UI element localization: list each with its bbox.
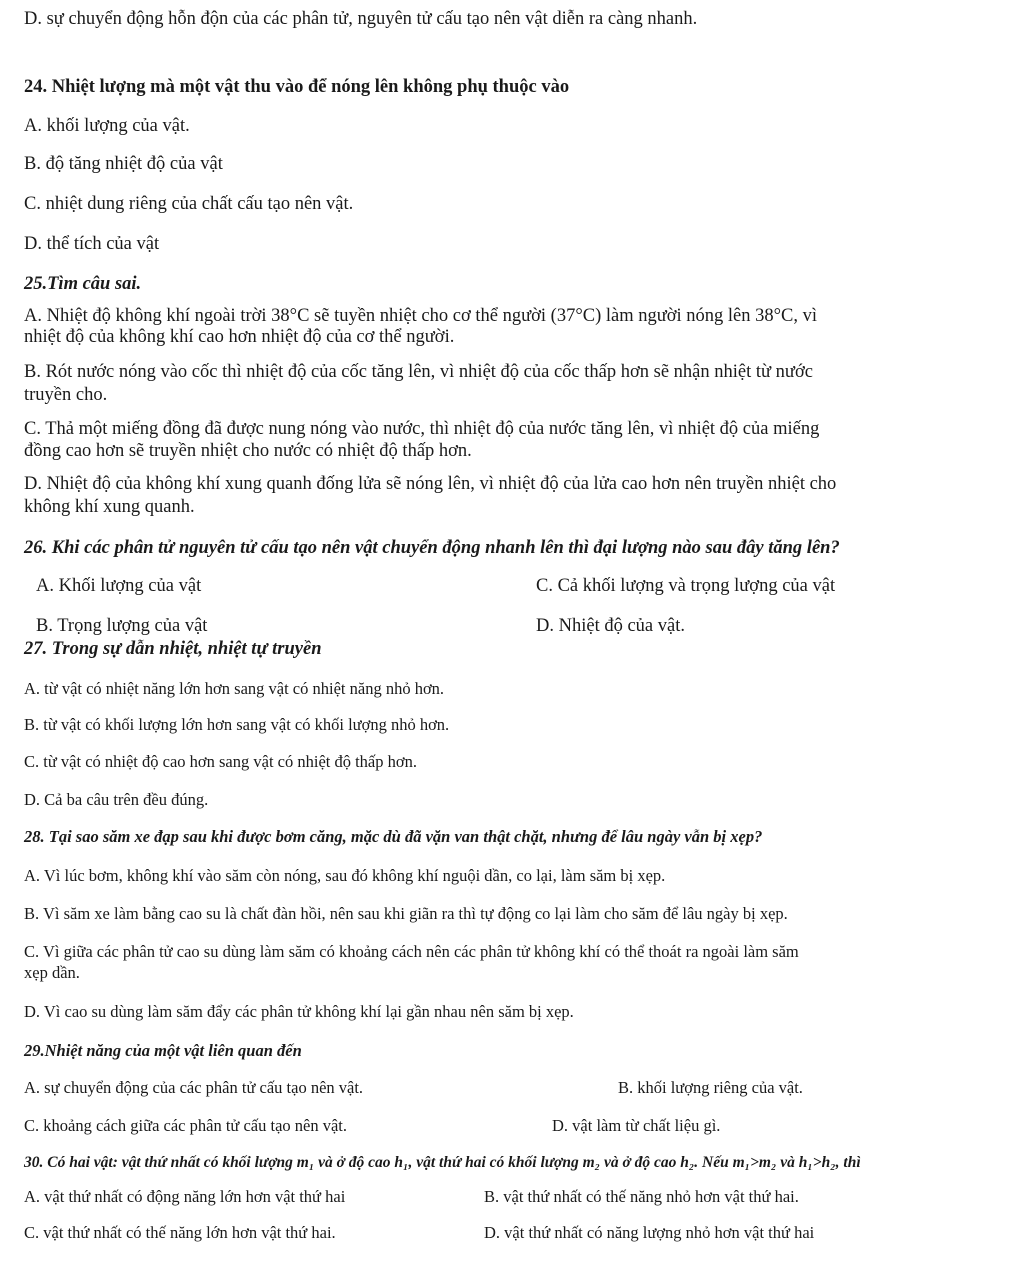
q30-option-c: C. vật thứ nhất có thế năng lớn hơn vật thứ hai.: [24, 1223, 336, 1242]
q25-option-d-line2: không khí xung quanh.: [24, 497, 195, 517]
q25-option-d-line1: D. Nhiệt độ của không khí xung quanh đống lửa sẽ nóng lên, vì nhiệt độ của lửa cao hơn nên truyền nhiệt cho: [24, 474, 837, 494]
q27-option-a: A. từ vật có nhiệt năng lớn hơn sang vật có nhiệt năng nhỏ hơn.: [24, 679, 445, 698]
q27-option-d: D. Cả ba câu trên đều đúng.: [24, 790, 209, 809]
q30-option-d: D. vật thứ nhất có năng lượng nhỏ hơn vật thứ hai: [484, 1223, 815, 1242]
q27-option-c: C. từ vật có nhiệt độ cao hơn sang vật có nhiệt độ thấp hơn.: [24, 752, 417, 771]
q26-stem: 26. Khi các phân tử nguyên tử cấu tạo nên vật chuyển động nhanh lên thì đại lượng nào sau đây tăng lên?: [24, 538, 840, 558]
q24-stem: 24. Nhiệt lượng mà một vật thu vào để nóng lên không phụ thuộc vào: [24, 77, 570, 97]
q29-option-c: C. khoảng cách giữa các phân tử cấu tạo nên vật.: [24, 1116, 348, 1135]
q30-option-a: A. vật thứ nhất có động năng lớn hơn vật thứ hai: [24, 1187, 346, 1206]
q28-option-d: D. Vì cao su dùng làm săm đẩy các phân tử không khí lại gần nhau nên săm bị xẹp.: [24, 1002, 574, 1021]
q28-stem: 28. Tại sao săm xe đạp sau khi được bơm căng, mặc dù đã vặn van thật chặt, nhưng để lâu ngày vẫn bị xẹp?: [24, 827, 763, 846]
q25-option-a-line1: A. Nhiệt độ không khí ngoài trời 38°C sẽ tuyền nhiệt cho cơ thể người (37°C) làm người nóng lên 38°C, vì: [24, 306, 818, 326]
q26-option-a: A. Khối lượng của vật: [36, 576, 202, 596]
q28-option-b: B. Vì săm xe làm bằng cao su là chất đàn hồi, nên sau khi giãn ra thì tự động co lại làm cho săm để lâu ngày bị xẹp.: [24, 904, 788, 923]
q24-option-d: D. thể tích của vật: [24, 234, 160, 254]
q29-option-a: A. sự chuyển động của các phân tử cấu tạo nên vật.: [24, 1078, 364, 1097]
q25-option-c-line1: C. Thả một miếng đồng đã được nung nóng vào nước, thì nhiệt độ của nước tăng lên, vì nhiệt độ của miếng: [24, 419, 820, 439]
q28-option-c-line2: xẹp dần.: [24, 963, 80, 982]
q26-option-b: B. Trọng lượng của vật: [36, 616, 208, 636]
q30-option-b: B. vật thứ nhất có thế năng nhỏ hơn vật thứ hai.: [484, 1187, 799, 1206]
q24-option-c: C. nhiệt dung riêng của chất cấu tạo nên vật.: [24, 194, 354, 214]
q26-option-c: C. Cả khối lượng và trọng lượng của vật: [536, 576, 836, 596]
q29-option-b: B. khối lượng riêng của vật.: [618, 1078, 803, 1097]
q23-option-d: D. sự chuyển động hỗn độn của các phân tử, nguyên tử cấu tạo nên vật diễn ra càng nhanh.: [24, 9, 698, 29]
q28-option-c-line1: C. Vì giữa các phân tử cao su dùng làm săm có khoảng cách nên các phân tử không khí có thể thoát ra ngoài làm săm: [24, 942, 799, 961]
q27-option-b: B. từ vật có khối lượng lớn hơn sang vật có khối lượng nhỏ hơn.: [24, 715, 450, 734]
q24-option-b: B. độ tăng nhiệt độ của vật: [24, 154, 223, 174]
q25-option-c-line2: đồng cao hơn sẽ truyền nhiệt cho nước có nhiệt độ thấp hơn.: [24, 441, 472, 461]
q24-option-a: A. khối lượng của vật.: [24, 116, 190, 136]
q25-option-a-line2: nhiệt độ của không khí cao hơn nhiệt độ của cơ thể người.: [24, 327, 455, 347]
q25-stem: 25.Tìm câu sai.: [24, 274, 142, 294]
q25-option-b-line2: truyền cho.: [24, 385, 108, 405]
q30-stem: 30. Có hai vật: vật thứ nhất có khối lượng m₁ và ở độ cao h₁, vật thứ hai có khối lượng m₂ và ở độ cao h₂. Nếu m₁>m₂ và h₁>h₂, thì: [24, 1154, 861, 1171]
q29-option-d: D. vật làm từ chất liệu gì.: [552, 1116, 721, 1135]
q29-stem: 29.Nhiệt năng của một vật liên quan đến: [24, 1041, 302, 1060]
q25-option-b-line1: B. Rót nước nóng vào cốc thì nhiệt độ của cốc tăng lên, vì nhiệt độ của cốc thấp hơn sẽ nhận nhiệt từ nước: [24, 362, 813, 382]
q27-stem: 27. Trong sự dẫn nhiệt, nhiệt tự truyền: [24, 639, 322, 659]
q26-option-d: D. Nhiệt độ của vật.: [536, 616, 685, 636]
q28-option-a: A. Vì lúc bơm, không khí vào săm còn nóng, sau đó không khí nguội dần, co lại, làm săm bị xẹp.: [24, 866, 666, 885]
